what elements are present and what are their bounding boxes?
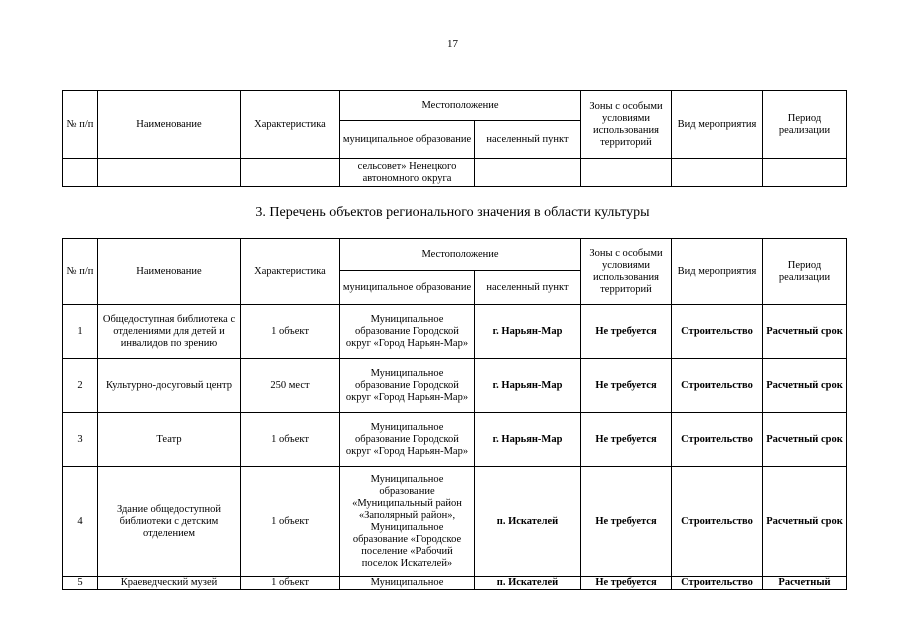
cell-name: Театр: [98, 413, 241, 467]
cell-activity: Строительство: [672, 359, 763, 413]
cell-num: 1: [63, 305, 98, 359]
cell-activity: Строительство: [672, 413, 763, 467]
cell-period: Расчетный срок: [763, 413, 847, 467]
table-row: [63, 359, 847, 413]
header-settlement: населенный пункт: [475, 271, 581, 305]
cell-settlement: [475, 159, 581, 187]
header-location: Местоположение: [340, 239, 581, 271]
header-location: Местоположение: [340, 91, 581, 121]
cell-characteristic: 1 объект: [241, 413, 340, 467]
header-period: Период реализации: [763, 91, 847, 159]
header-period: Период реализации: [763, 239, 847, 305]
culture-objects-table: [62, 238, 847, 590]
table-row: [63, 577, 847, 590]
header-zones: Зоны с особыми условиями использования территорий: [581, 91, 672, 159]
header-num: № п/п: [63, 91, 98, 159]
continuation-table: [62, 90, 847, 187]
header-name: Наименование: [98, 239, 241, 305]
header-characteristic: Характеристика: [241, 91, 340, 159]
header-settlement: населенный пункт: [475, 121, 581, 159]
cell-name: Краеведческий музей: [98, 577, 241, 590]
cell-municipal: Муниципальное образование «Муниципальный район «Заполярный район», Муниципальное образование «Городское поселение «Рабочий поселок Искателей»: [340, 467, 475, 577]
cell-activity: Строительство: [672, 577, 763, 590]
header-characteristic: Характеристика: [241, 239, 340, 305]
header-name: Наименование: [98, 91, 241, 159]
cell-municipal: Муниципальное образование Городской округ «Город Нарьян-Мар»: [340, 305, 475, 359]
cell-settlement: г. Нарьян-Мар: [475, 413, 581, 467]
cell-period: Расчетный срок: [763, 467, 847, 577]
cell-zones: Не требуется: [581, 305, 672, 359]
cell-characteristic: 1 объект: [241, 305, 340, 359]
cell-activity: Строительство: [672, 467, 763, 577]
cell-num: 4: [63, 467, 98, 577]
cell-settlement: п. Искателей: [475, 467, 581, 577]
cell-name: Здание общедоступной библиотеки с детским отделением: [98, 467, 241, 577]
cell-name: [98, 159, 241, 187]
table-row: [63, 305, 847, 359]
cell-settlement: г. Нарьян-Мар: [475, 359, 581, 413]
cell-period: Расчетный: [763, 577, 847, 590]
cell-settlement: г. Нарьян-Мар: [475, 305, 581, 359]
cell-num: 2: [63, 359, 98, 413]
cell-characteristic: 1 объект: [241, 577, 340, 590]
header-activity: Вид мероприятия: [672, 91, 763, 159]
cell-municipal: Муниципальное образование Городской округ «Город Нарьян-Мар»: [340, 413, 475, 467]
cell-municipal: сельсовет» Ненецкого автономного округа: [340, 159, 475, 187]
cell-characteristic: [241, 159, 340, 187]
cell-num: 3: [63, 413, 98, 467]
cell-activity: Строительство: [672, 305, 763, 359]
cell-num: [63, 159, 98, 187]
cell-name: Культурно-досуговый центр: [98, 359, 241, 413]
cell-zones: Не требуется: [581, 467, 672, 577]
cell-zones: Не требуется: [581, 413, 672, 467]
header-activity: Вид мероприятия: [672, 239, 763, 305]
table-row: [63, 413, 847, 467]
header-municipal: муниципальное образование: [340, 271, 475, 305]
cell-name: Общедоступная библиотека с отделениями для детей и инвалидов по зрению: [98, 305, 241, 359]
header-num: № п/п: [63, 239, 98, 305]
cell-municipal: Муниципальное образование Городской округ «Город Нарьян-Мар»: [340, 359, 475, 413]
section-title: 3. Перечень объектов регионального значения в области культуры: [255, 205, 650, 220]
header-zones: Зоны с особыми условиями использования территорий: [581, 239, 672, 305]
cell-characteristic: 250 мест: [241, 359, 340, 413]
cell-settlement: п. Искателей: [475, 577, 581, 590]
table-row: [63, 159, 847, 187]
cell-zones: Не требуется: [581, 359, 672, 413]
cell-period: Расчетный срок: [763, 359, 847, 413]
cell-period: Расчетный срок: [763, 305, 847, 359]
table-row: [63, 467, 847, 577]
cell-characteristic: 1 объект: [241, 467, 340, 577]
cell-zones: Не требуется: [581, 577, 672, 590]
cell-zones: [581, 159, 672, 187]
cell-activity: [672, 159, 763, 187]
cell-municipal: Муниципальное: [340, 577, 475, 590]
page-number: 17: [447, 38, 458, 50]
cell-period: [763, 159, 847, 187]
header-municipal: муниципальное образование: [340, 121, 475, 159]
cell-num: 5: [63, 577, 98, 590]
